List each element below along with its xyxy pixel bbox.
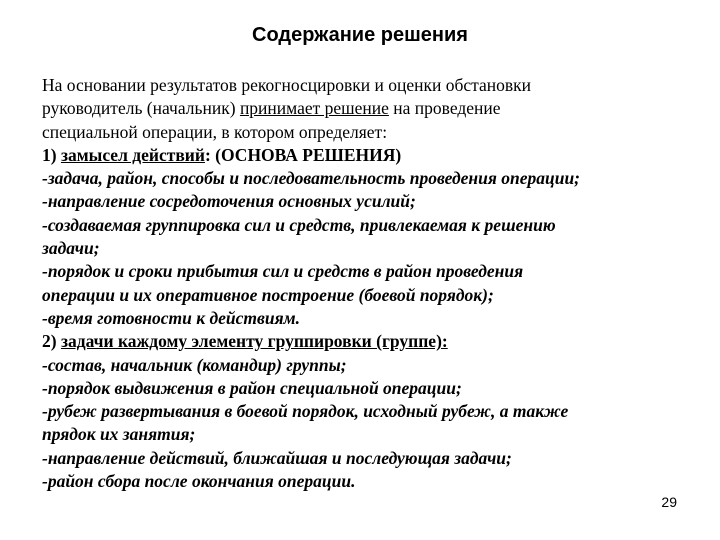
- section-1-number: 1): [42, 144, 61, 165]
- section-2-item: -район сбора после окончания операции.: [42, 471, 356, 492]
- section-2-item: -порядок выдвижения в район специальной операции;: [42, 377, 462, 398]
- section-1-item: задачи;: [42, 238, 100, 259]
- section-1-item: -время готовности к действиям.: [42, 307, 300, 328]
- section-1-heading-text: замысел действий: [60, 144, 205, 165]
- intro-line-1: На основании результатов рекогносцировки и оценки обстановки: [42, 75, 532, 95]
- section-2-item: -направление действий, ближайшая и последующая задачи;: [42, 447, 512, 468]
- slide-title: Содержание решения: [252, 24, 468, 46]
- slide-body: [42, 74, 702, 493]
- section-1-item: операции и их оперативное построение (боевой порядок);: [42, 284, 494, 305]
- page-number: 29: [661, 494, 677, 510]
- intro-line-2: [42, 97, 702, 120]
- section-1-item: -создаваемая группировка сил и средств, привлекаемая к решению: [42, 214, 556, 235]
- intro-line-2-start: руководитель (начальник): [42, 98, 240, 119]
- section-1-item: -порядок и сроки прибытия сил и средств в район проведения: [42, 261, 524, 282]
- section-1-item: -направление сосредоточения основных усилий;: [42, 191, 416, 212]
- section-2-heading: [42, 330, 702, 353]
- section-2-item: -рубеж развертывания в боевой порядок, исходный рубеж, а также: [42, 401, 569, 422]
- intro-underlined-phrase: принимает решение: [239, 98, 389, 119]
- section-2-item: -состав, начальник (командир) группы;: [42, 354, 347, 375]
- section-2-item: прядок их занятия;: [42, 424, 196, 445]
- section-1-heading: [42, 144, 702, 167]
- section-1-heading-suffix: : (ОСНОВА РЕШЕНИЯ): [204, 144, 402, 165]
- section-1-item: -задача, район, способы и последовательность проведения операции;: [42, 168, 581, 189]
- intro-line-2-end: на проведение: [388, 98, 501, 119]
- section-2-heading-text: задачи каждому элементу группировки (группе):: [60, 331, 448, 352]
- section-2-number: 2): [42, 331, 61, 352]
- intro-line-3: специальной операции, в котором определяет:: [42, 121, 388, 142]
